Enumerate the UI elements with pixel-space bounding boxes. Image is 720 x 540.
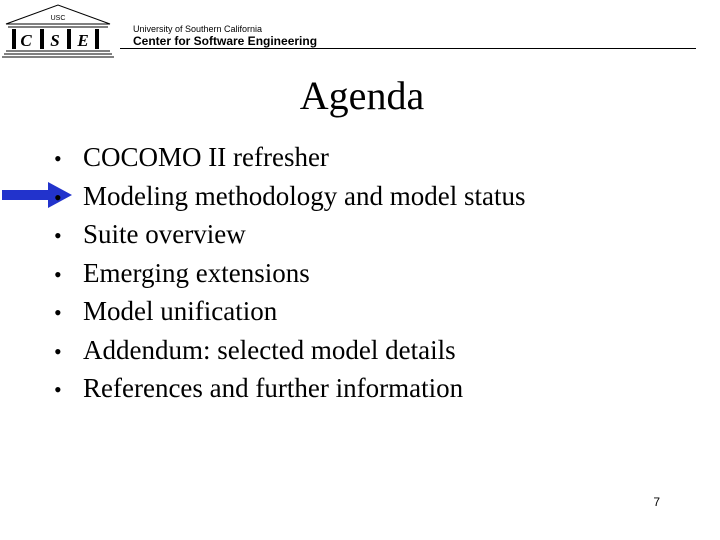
bullet: •	[54, 338, 62, 364]
bullet: •	[54, 261, 62, 287]
agenda-item-text: Model unification	[83, 296, 278, 326]
agenda-item-text: Emerging extensions	[83, 257, 310, 288]
bullet: •	[54, 184, 62, 210]
logo-roof-text: USC	[50, 15, 66, 22]
agenda-item-modeling-methodology	[54, 177, 525, 216]
logo-letter-c: C	[20, 31, 32, 50]
agenda-item-suite-overview	[54, 215, 525, 254]
bullet: •	[54, 223, 62, 248]
bullet: •	[54, 146, 62, 171]
bullet: •	[54, 377, 62, 402]
bullet: •	[54, 300, 62, 325]
agenda-item-text: Modeling methodology and model status	[83, 180, 526, 211]
agenda-item-emerging-extensions	[54, 254, 525, 293]
page-number: 7	[653, 495, 660, 509]
agenda-item-references	[54, 369, 525, 408]
university-name: University of Southern California	[133, 24, 263, 34]
agenda-item-text: References and further information	[83, 373, 464, 403]
agenda-item-text: COCOMO II refresher	[83, 142, 329, 172]
agenda-list	[54, 138, 525, 408]
slide-title: Agenda	[299, 73, 425, 118]
agenda-item-model-unification	[54, 292, 525, 331]
logo-letter-s: S	[50, 31, 60, 50]
agenda-item-text: Suite overview	[83, 219, 246, 249]
agenda-item-addendum	[54, 331, 525, 370]
center-name: Center for Software Engineering	[133, 34, 318, 48]
header-text	[133, 24, 317, 48]
header-divider	[120, 48, 696, 49]
agenda-item-text: Addendum: selected model details	[83, 334, 456, 365]
logo-letter-e: E	[77, 31, 89, 50]
cse-logo	[2, 2, 114, 60]
agenda-item-cocomo-refresher	[54, 138, 525, 177]
